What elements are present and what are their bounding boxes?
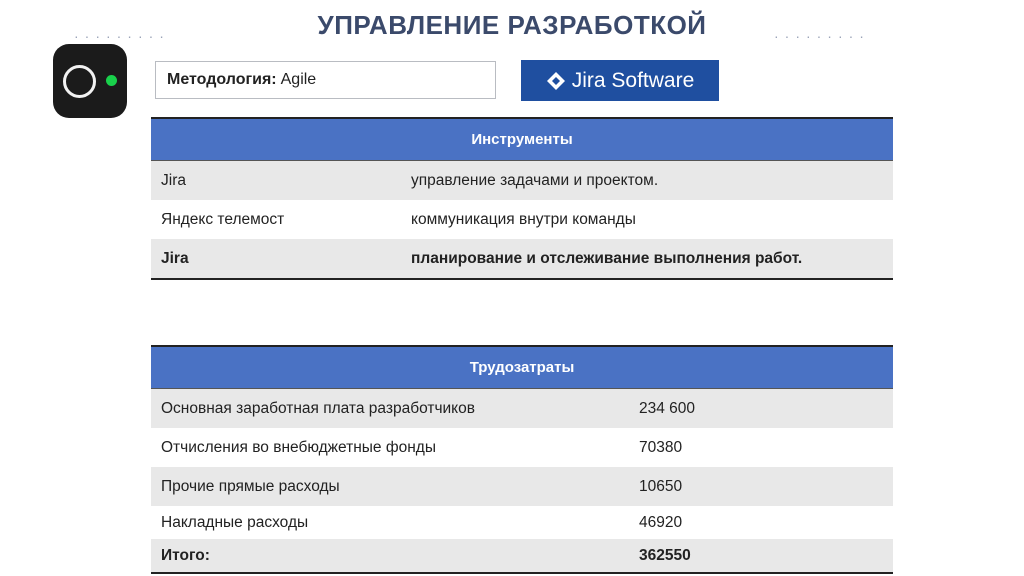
tool-name: Jira [151, 161, 401, 201]
jira-logo-text: Jira Software [571, 68, 695, 92]
jira-diamond-icon [546, 71, 566, 91]
methodology-label: Методология: [167, 71, 277, 88]
table-row [151, 200, 893, 239]
cost-name: Отчисления во внебюджетные фонды [161, 438, 436, 456]
camera-app-icon [53, 44, 127, 118]
table-row [151, 506, 893, 539]
costs-table-header: Трудозатраты [151, 346, 893, 389]
cost-name: Итого: [151, 539, 629, 573]
tool-desc: планирование и отслеживание выполнения работ. [401, 239, 893, 279]
tool-name: Jira [151, 239, 401, 279]
tools-table [151, 117, 893, 280]
methodology-value: Agile [280, 71, 317, 88]
table-row [151, 428, 893, 467]
decorative-dots-left: ········· [74, 28, 170, 44]
cost-name: Накладные расходы [161, 513, 309, 531]
status-led-icon [106, 75, 117, 86]
table-row [151, 389, 893, 429]
tools-table-header: Инструменты [151, 118, 893, 161]
table-row [151, 239, 893, 279]
cost-name: Основная заработная плата разработчиков [151, 389, 629, 429]
table-row [151, 161, 893, 201]
tool-name: Яндекс телемост [161, 210, 285, 228]
cost-value: 10650 [629, 467, 893, 506]
lens-ring-icon [63, 65, 96, 98]
tool-desc: коммуникация внутри команды [411, 210, 636, 228]
cost-value: 46920 [639, 513, 683, 531]
costs-table [151, 345, 893, 574]
methodology-box [155, 61, 496, 99]
tool-desc: управление задачами и проектом. [401, 161, 893, 201]
table-row [151, 467, 893, 506]
table-row-total [151, 539, 893, 573]
cost-value: 362550 [629, 539, 893, 573]
cost-name: Прочие прямые расходы [151, 467, 629, 506]
cost-value: 234 600 [629, 389, 893, 429]
decorative-dots-right: ········· [774, 28, 870, 44]
jira-software-logo [521, 60, 719, 101]
page-title: УПРАВЛЕНИЕ РАЗРАБОТКОЙ [317, 10, 707, 40]
cost-value: 70380 [639, 438, 683, 456]
